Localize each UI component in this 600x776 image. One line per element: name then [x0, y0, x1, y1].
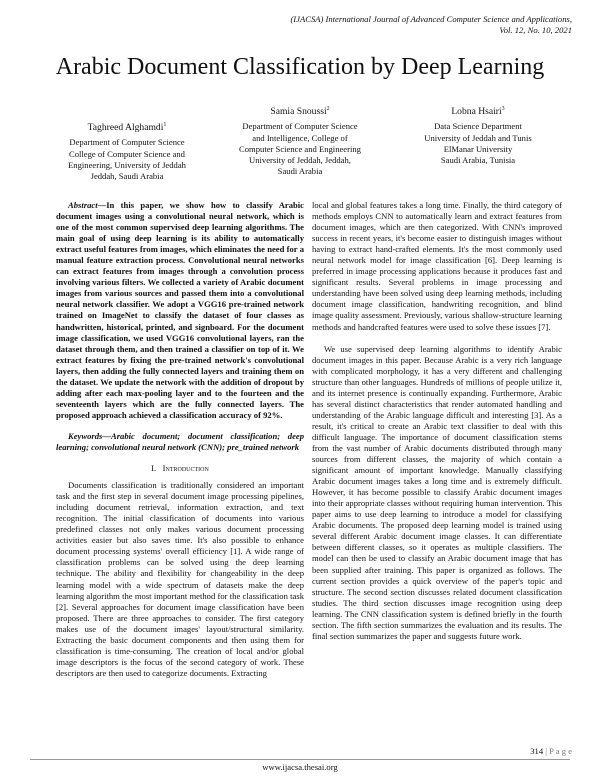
footer-url: www.ijacsa.thesai.org — [262, 762, 338, 772]
author-affiliation: Department of Computer Science — [242, 121, 358, 132]
author-name: Samia Snoussi$^2$ — [270, 106, 330, 118]
author-affiliation: College of Computer Science and — [69, 148, 185, 159]
keywords: Keywords—Arabic document; document classification; deep learning; convolutional neural network (CNN); pre_trained network — [56, 430, 304, 452]
footer-divider — [30, 759, 570, 760]
author-block-3 — [383, 104, 573, 166]
paper-title: Arabic Document Classification by Deep Learning — [55, 54, 545, 80]
author-affiliation: University of Jeddah and Tunis — [424, 132, 532, 143]
author-affiliation: University of Jeddah, Jeddah, — [249, 155, 351, 165]
author-name: Taghreed Alghamdi$^1$ — [87, 122, 167, 134]
author-affiliation: Jeddah, Saudi Arabia — [90, 171, 164, 181]
author-affiliation: Department of Computer Science — [69, 137, 185, 148]
author-affiliation: and Intelligence, College of — [252, 132, 348, 143]
intro-paragraph-continued: local and global features takes a long time. Finally, the third category of methods employs CNN to automatically learn and extract features from document images, which are then categorized. With CNN's improved success in recent years, it's become easier to distinguish images without having to extract hand-crafted elements. It's the most commonly used neural network model for image classification [6]. Deep learning is preferred in image processing applications because it produces fast and significant results. Several problems in image processing and understanding have been solved using deep learning methods, including document image classification, handwriting recognition, and blind image quality assessment. Previously, various shallow-structure learning methods and handcrafted features were used to solve these issues [7]. — [312, 200, 562, 332]
author-affiliation: ElManar University — [443, 143, 513, 154]
intro-paragraph: Documents classification is traditionally considered an important task and the first step in several document image processing pipelines, including document retrieval, information extraction, and text recognition. The initial classification of documents into various predefined classes not only makes various document processing activities easier but also saves time. It's also possible to enhance document processing systems' overall efficiency [1]. A wide range of classification problems can be solved using the deep learning technique. The ability and flexibility for changeability in the deep learning model with a wide spectrum of datasets make the deep learning algorithm the most important method for the classification task [2]. Several approaches for document image classification have been proposed. There are three approaches to consider. The first category makes use of the document images' layout/structural similarity. Extracting the basic document components and then using them for classification is time-consuming. The creation of local and/or global image descriptors is the focus of the second category of work. These descriptors are then used to categorize documents. Extracting — [56, 480, 304, 678]
journal-volume: Vol. 12, No. 10, 2021 — [499, 25, 572, 35]
author-affiliation: Saudi Arabia — [277, 166, 323, 177]
right-column — [312, 200, 562, 642]
abstract: Abstract—In this paper, we show how to classify Arabic document images using a convolutional neural network, which is one of the most common supervised deep learning algorithms. The main goal of using deep learning is its ability to automatically extract useful features from images, which eliminates the need for a manual feature extraction process. Convolutional neural networks can extract features from images through a convolution process involving various filters. We collected a variety of Arabic document images from various sources and passed them into a convolutional neural network classifier. We adopt a VGG16 pre-trained network trained on ImageNet to classify the dataset of four classes as handwritten, historical, printed, and signboard. For the document image classification, we used VGG16 convolutional layers, ran the dataset through them, and then trained a classifier on top of it. We extract features by fixing the pre-trained network's convolutional layers, then adding the fully connected layers and training them on the dataset. We update the network with the addition of dropout by adding after each max-pooling layer and to the fourteen and the seventeenth layers which are the fully connected layers. The proposed approach achieved a classification accuracy of 92%. — [56, 200, 304, 420]
left-column — [56, 200, 304, 679]
author-affiliation: Computer Science and Engineering — [239, 143, 361, 154]
journal-header — [232, 14, 572, 36]
page-number: 314 | P a g e — [530, 746, 572, 756]
author-affiliation: Engineering, University of Jeddah — [68, 159, 186, 170]
author-affiliation: Saudi Arabia, Tunisia — [440, 155, 516, 165]
section-heading-introduction: I. Introduction — [151, 463, 209, 474]
author-block-1 — [37, 116, 217, 182]
author-affiliation: Data Science Department — [434, 121, 522, 132]
author-name: Lobna Hsairi$^3$ — [451, 106, 505, 118]
author-block-2 — [215, 104, 385, 177]
journal-name: (IJACSA) International Journal of Advanced Computer Science and Applications, — [290, 14, 572, 24]
intro-paragraph-2: We use supervised deep learning algorithms to identify Arabic document images in this paper. Because Arabic is a very rich language with complicated morphology, it has a very different and challenging structure than other languages. Hundreds of millions of people utilize it, and its internet presence is continually expanding. Furthermore, Arabic has several distinct characteristics that render automated handling and understanding of the Arabic language difficult and interesting [3]. As a result, it's critical to create an Arabic text classifier to deal with this difficult language. The importance of document classification stems from the vast number of Arabic documents distributed through many sources from different classes, the majority of which contain a significant amount of important knowledge. Manually classifying Arabic document images takes a long time and is extremely difficult. However, it has become possible to classify Arabic document images into their appropriate classes without requiring human intervention. This paper aims to use deep learning to introduce a model for classifying Arabic documents. The proposed deep learning model is trained using several different Arabic document image classes. It can differentiate between different classes, so it operates as multiple classifiers. The model can then be used to classify an Arabic document image that has been supplied after training. This paper is organized as follows. The current section provides a quick overview of the paper's topic and structure. The second section discusses related document classification studies. The third section discusses image recognition using deep learning. The CNN classification system is defined briefly in the fourth section. The fifth section summarizes the evaluation and its results. The final section summarizes the paper and suggests future work. — [312, 343, 562, 641]
